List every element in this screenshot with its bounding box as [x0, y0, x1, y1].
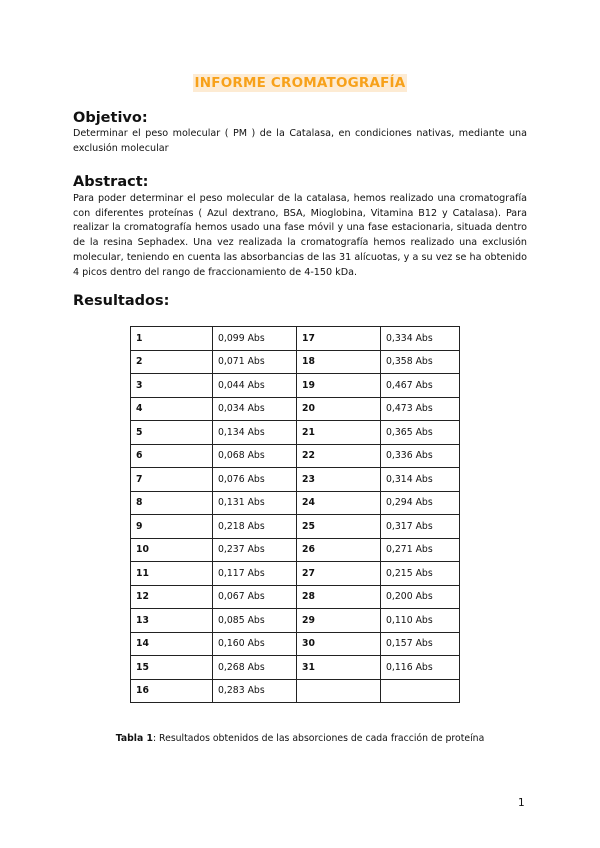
absorbance-value: 0,131 Abs [213, 491, 297, 515]
fraction-number: 23 [297, 468, 381, 492]
fraction-number: 9 [131, 515, 213, 539]
fraction-number: 25 [297, 515, 381, 539]
absorbance-value: 0,071 Abs [213, 350, 297, 374]
fraction-number: 15 [131, 656, 213, 680]
table-row [131, 397, 460, 421]
fraction-number: 2 [131, 350, 213, 374]
fraction-number: 10 [131, 538, 213, 562]
resultados-heading: Resultados: [73, 293, 170, 309]
table-row [131, 515, 460, 539]
absorbance-value: 0,294 Abs [381, 491, 460, 515]
absorbance-value: 0,314 Abs [381, 468, 460, 492]
fraction-number: 8 [131, 491, 213, 515]
table-row [131, 656, 460, 680]
absorbance-value: 0,157 Abs [381, 632, 460, 656]
fraction-number: 14 [131, 632, 213, 656]
absorbance-value: 0,200 Abs [381, 585, 460, 609]
abstract-heading: Abstract: [73, 174, 149, 190]
table-row [131, 374, 460, 398]
absorbance-value [381, 679, 460, 703]
fraction-number: 22 [297, 444, 381, 468]
fraction-number: 30 [297, 632, 381, 656]
objetivo-heading: Objetivo: [73, 110, 148, 126]
title-text: INFORME CROMATOGRAFÍA [194, 75, 406, 91]
page-number: 1 [518, 797, 525, 809]
absorbance-value: 0,085 Abs [213, 609, 297, 633]
fraction-number: 24 [297, 491, 381, 515]
table-row [131, 609, 460, 633]
fraction-number: 5 [131, 421, 213, 445]
absorbance-value: 0,317 Abs [381, 515, 460, 539]
table-row [131, 632, 460, 656]
table-row [131, 327, 460, 351]
absorbance-value: 0,268 Abs [213, 656, 297, 680]
fraction-number: 18 [297, 350, 381, 374]
fraction-number: 7 [131, 468, 213, 492]
fraction-number: 21 [297, 421, 381, 445]
objetivo-text: Determinar el peso molecular ( PM ) de la Catalasa, en condiciones nativas, mediante una exclusión molecular [73, 128, 527, 154]
absorbance-value: 0,034 Abs [213, 397, 297, 421]
fraction-number: 20 [297, 397, 381, 421]
absorbance-value: 0,134 Abs [213, 421, 297, 445]
fraction-number: 6 [131, 444, 213, 468]
absorbance-value: 0,116 Abs [381, 656, 460, 680]
absorbance-value: 0,110 Abs [381, 609, 460, 633]
absorbance-value: 0,215 Abs [381, 562, 460, 586]
table-row [131, 491, 460, 515]
fraction-number: 31 [297, 656, 381, 680]
table-row [131, 538, 460, 562]
absorbance-value: 0,099 Abs [213, 327, 297, 351]
absorbance-value: 0,237 Abs [213, 538, 297, 562]
fraction-number: 26 [297, 538, 381, 562]
fraction-number: 28 [297, 585, 381, 609]
fraction-number: 4 [131, 397, 213, 421]
fraction-number: 11 [131, 562, 213, 586]
fraction-number [297, 679, 381, 703]
abstract-text: Para poder determinar el peso molecular de la catalasa, hemos realizado una cromatografía con diferentes proteínas ( Azul dextrano, BSA, Mioglobina, Vitamina B12 y Catalasa). Para realizar la cromatografía hemos usado una fase móvil y una fase estacionaria, situada dentro de la resina Sephadex. Una vez realizada la cromatografía hemos realizado una exclusión molecular, teniendo en cuenta las absorbancias de las 31 alícuotas, y a su vez se ha obtenido 4 picos dentro del rango de fraccionamiento de 4-150 kDa. [73, 193, 527, 278]
fraction-number: 13 [131, 609, 213, 633]
absorbance-value: 0,283 Abs [213, 679, 297, 703]
caption-text: : Resultados obtenidos de las absorciones de cada fracción de proteína [152, 733, 485, 744]
fraction-number: 27 [297, 562, 381, 586]
absorbance-value: 0,067 Abs [213, 585, 297, 609]
absorbance-value: 0,336 Abs [381, 444, 460, 468]
fraction-number: 29 [297, 609, 381, 633]
table-row [131, 679, 460, 703]
table-row [131, 468, 460, 492]
absorbance-value: 0,271 Abs [381, 538, 460, 562]
absorbance-value: 0,334 Abs [381, 327, 460, 351]
absorbance-value: 0,365 Abs [381, 421, 460, 445]
absorbance-value: 0,076 Abs [213, 468, 297, 492]
fraction-number: 12 [131, 585, 213, 609]
table-row [131, 585, 460, 609]
table-row [131, 562, 460, 586]
results-table [130, 326, 460, 703]
absorbance-value: 0,117 Abs [213, 562, 297, 586]
absorbance-value: 0,473 Abs [381, 397, 460, 421]
absorbance-value: 0,218 Abs [213, 515, 297, 539]
table-caption [0, 733, 600, 744]
absorbance-value: 0,068 Abs [213, 444, 297, 468]
fraction-number: 19 [297, 374, 381, 398]
absorbance-value: 0,358 Abs [381, 350, 460, 374]
absorbance-value: 0,467 Abs [381, 374, 460, 398]
fraction-number: 3 [131, 374, 213, 398]
caption-label: Tabla 1 [115, 733, 153, 744]
fraction-number: 16 [131, 679, 213, 703]
absorbance-value: 0,160 Abs [213, 632, 297, 656]
absorbance-value: 0,044 Abs [213, 374, 297, 398]
table-row [131, 421, 460, 445]
fraction-number: 17 [297, 327, 381, 351]
table-row [131, 350, 460, 374]
document-title [0, 72, 600, 91]
table-row [131, 444, 460, 468]
fraction-number: 1 [131, 327, 213, 351]
